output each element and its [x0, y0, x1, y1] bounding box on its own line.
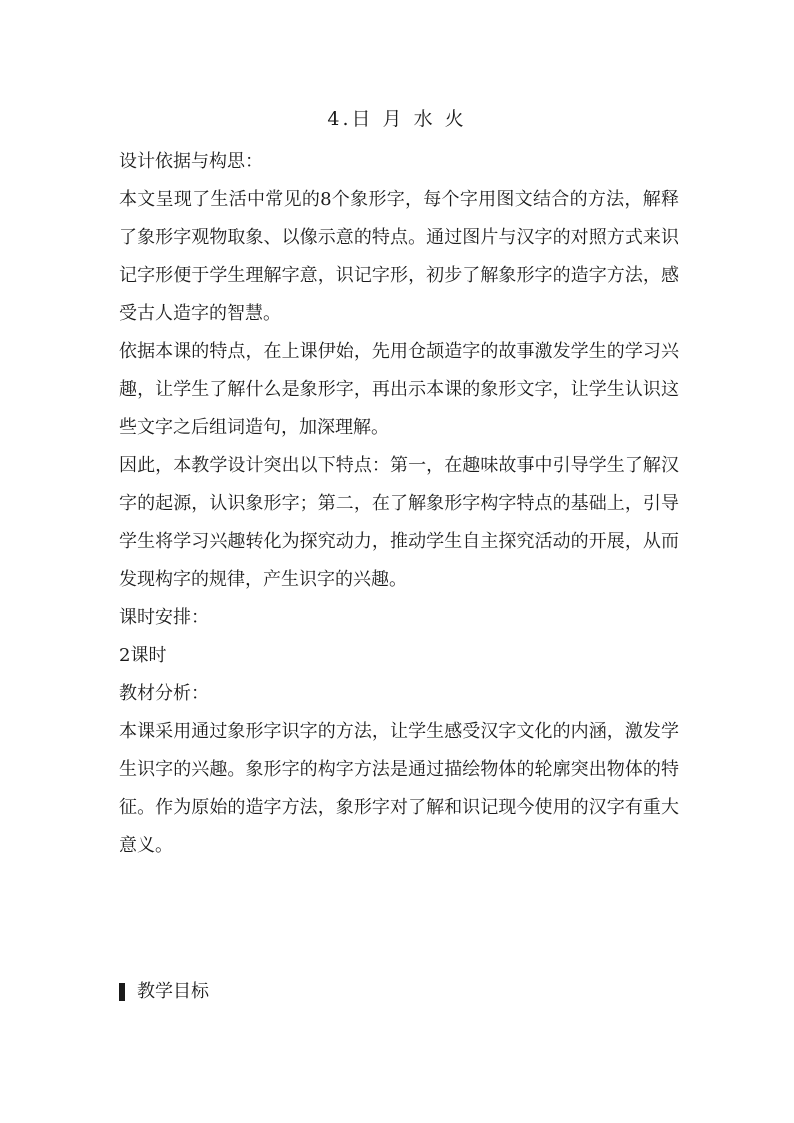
heading-class-hours: 课时安排： — [119, 607, 209, 628]
document-title: 4.日 月 水 火 — [327, 108, 467, 130]
section-heading-label: 教学目标 — [137, 981, 209, 1002]
section-heading-teaching-goals — [119, 976, 209, 1008]
paragraph-design-features: 因此，本教学设计突出以下特点：第一，在趣味故事中引导学生了解汉字的起源，认识象形字；第二，在了解象形字构字特点的基础上，引导学生将学习兴趣转化为探究动力，推动学生自主探究活动的开展，从而发现构字的规律，产生识字的兴趣。 — [119, 455, 679, 590]
document-body — [119, 143, 679, 865]
heading-material-analysis: 教材分析： — [119, 683, 209, 704]
section-marker-icon — [119, 983, 125, 1001]
paragraph-text-intro: 本文呈现了生活中常见的8个象形字，每个字用图文结合的方法，解释了象形字观物取象、以像示意的特点。通过图片与汉字的对照方式来识记字形便于学生理解字意，识记字形，初步了解象形字的造字方法，感受古人造字的智慧。 — [119, 189, 679, 324]
paragraph-lesson-features: 依据本课的特点，在上课伊始，先用仓颉造字的故事激发学生的学习兴趣，让学生了解什么是象形字，再出示本课的象形文字，让学生认识这些文字之后组词造句，加深理解。 — [119, 341, 679, 438]
paragraph-material-analysis: 本课采用通过象形字识字的方法，让学生感受汉字文化的内涵，激发学生识字的兴趣。象形字的构字方法是通过描绘物体的轮廓突出物体的特征。作为原始的造字方法，象形字对了解和识记现今使用的汉字有重大意义。 — [119, 721, 679, 856]
class-hours-value: 2课时 — [119, 645, 167, 666]
heading-design-basis: 设计依据与构思： — [119, 151, 263, 172]
